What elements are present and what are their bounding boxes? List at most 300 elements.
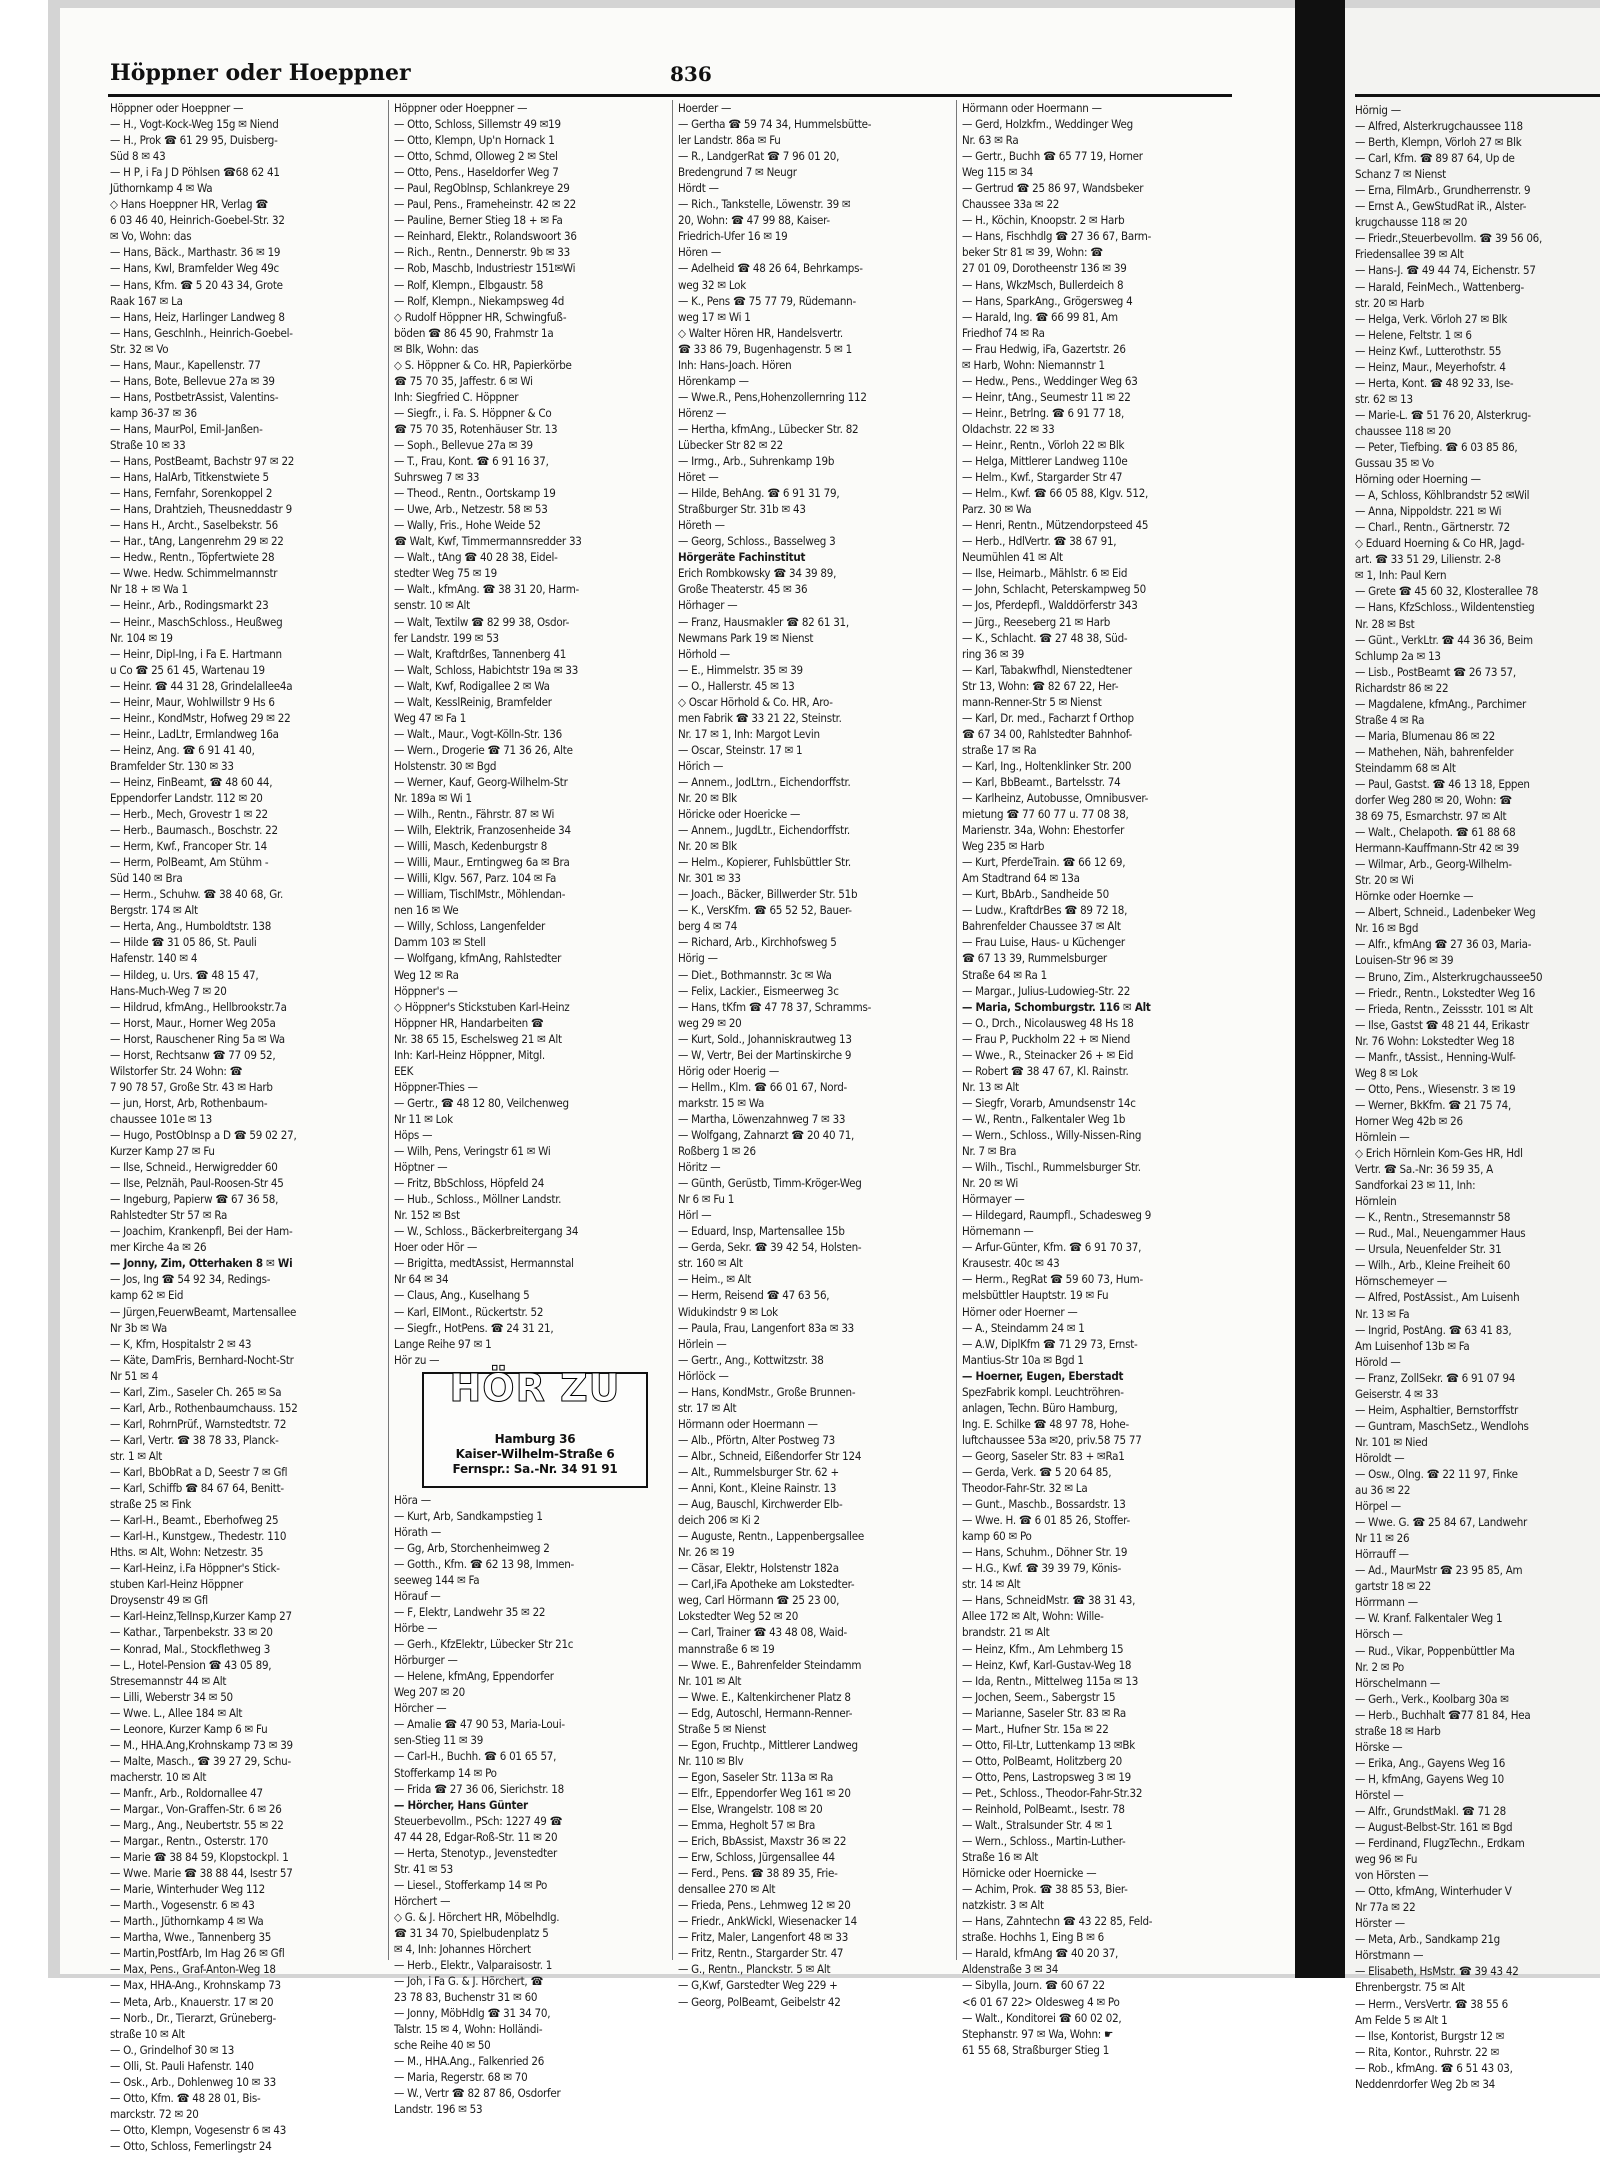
directory-entry-line: weg 29 ✉ 20 [678,1015,742,1030]
directory-entry-line: — Siegfr, Vorarb, Amundsenstr 14c [962,1095,1136,1110]
directory-entry-line: — Aug, Bauschl, Kirchwerder Elb- [678,1497,843,1512]
directory-entry-line: Allee 172 ✉ Alt, Wohn: Wille- [962,1609,1104,1624]
directory-entry-line: — Wwe.R., Pens,Hohenzollernring 112 [678,389,867,404]
column-divider [388,100,389,1960]
directory-entry-line: — Annem., JugdLtr., Eichendorffstr. [678,823,850,838]
directory-entry-line: straße 17 ✉ Ra [962,742,1037,757]
directory-entry-line: — Ingrid, PostAng. ☎ 63 41 83, [1355,1322,1512,1337]
directory-entry-line: — Gerd, Holzkfm., Weddinger Weg [962,117,1133,132]
directory-entry-line: — Marie, Winterhuder Weg 112 [110,1882,265,1897]
directory-entry-line: Am Luisenhof 13b ✉ Fa [1355,1338,1470,1353]
directory-entry-line: Inh: Karl-Heinz Höppner, Mitgl. [394,1047,545,1062]
directory-entry-line: — Wern., Drogerie ☎ 71 36 26, Alte [394,742,573,757]
directory-entry-line: Hörschelmann — [1355,1675,1440,1690]
ad-phone-line: Fernspr.: Sa.-Nr. 34 91 91 [452,1461,618,1476]
directory-entry-line: — Heinr., Arb., Rodingsmarkt 23 [110,598,269,613]
directory-entry-line: Nr 64 ✉ 34 [394,1272,449,1287]
directory-entry-line: fer Landstr. 199 ✉ 53 [394,630,499,645]
directory-entry-line: Schanz 7 ✉ Nienst [1355,167,1446,182]
directory-entry-line: — Henri, Rentn., Mützendorpsteed 45 [962,518,1149,533]
directory-entry-line: — Hilde, BehAng. ☎ 6 91 31 79, [678,486,840,501]
directory-entry-line: — Walt., kfmAng. ☎ 38 31 20, Harm- [394,582,580,597]
directory-entry-line: — Erw, Schloss, Jürgensallee 44 [678,1850,835,1865]
directory-entry-line: natzkistr. 3 ✉ Alt [962,1898,1044,1913]
column-2 [394,100,666,2117]
directory-entry-line: — Heinz, Maur., Meyerhofstr. 4 [1355,359,1506,374]
directory-entry-line: — Hans, PostbetrAssist, Valentins- [110,389,279,404]
directory-entry-line: — Wern., Schloss., Martin-Luther- [962,1834,1126,1849]
directory-entry-line: — Rolf, Klempn., Elbgaustr. 58 [394,277,544,292]
directory-entry-line: weg 17 ✉ Wi 1 [678,309,751,324]
directory-entry-line: — Emma, Hegholt 57 ✉ Bra [678,1818,816,1833]
directory-entry-line: — Osk., Arb., Dohlenweg 10 ✉ 33 [110,2074,276,2089]
directory-entry-line: — Carl, Trainer ☎ 43 48 08, Waid- [678,1625,848,1640]
directory-entry-line: — G,Kwf, Garstedter Weg 229 + [678,1978,838,1993]
directory-entry-line: Hoer oder Hör — [394,1240,478,1255]
directory-entry-line: — Karl, BbBeamt., Bartelsstr. 74 [962,774,1121,789]
directory-entry-line: — Wilmar, Arb., Georg-Wilhelm- [1355,857,1512,872]
directory-entry-line: Nr. 13 ✉ Alt [962,1079,1019,1094]
directory-entry-line: Bramfelder Str. 130 ✉ 33 [110,758,234,773]
directory-entry-line: — Ursula, Neuenfelder Str. 31 [1355,1242,1502,1257]
directory-entry-line: — Auguste, Rentn., Lappenbergsallee [678,1529,865,1544]
directory-entry-line: — Jürgen,FeuerwBeamt, Martensallee [110,1304,297,1319]
directory-entry-line: Straße 10 ✉ 33 [110,437,186,452]
directory-entry-line: Inh: Siegfried C. Höppner [394,389,519,404]
directory-entry-line: Nr 51 ✉ 4 [110,1368,159,1383]
directory-entry-line: — Heinz Kwf., Lutterothstr. 55 [1355,343,1502,358]
directory-entry-line: Hörlöck — [678,1368,729,1383]
directory-entry-line: ◇ Eduard Hoerning & Co HR, Jagd- [1355,536,1525,551]
directory-entry-line: — Edg, Autoschl, Hermann-Renner- [678,1705,853,1720]
directory-entry-line: — Hoerner, Eugen, Eberstadt [962,1368,1124,1383]
ad-city-line: Hamburg 36 [494,1431,576,1446]
directory-entry-line: — A, Schloss, Köhlbrandstr 52 ✉Wil [1355,488,1530,503]
directory-entry-line: — Paul, RegOblnsp, Schlankreye 29 [394,181,570,196]
directory-entry-line: str. 62 ✉ 13 [1355,391,1413,406]
directory-entry-line: — O., Drch., Nicolausweg 48 Hs 18 [962,1015,1134,1030]
directory-entry-line: Hörrmann — [1355,1595,1418,1610]
directory-entry-line: ☎ 75 70 35, Rotenhäuser Str. 13 [394,421,558,436]
directory-entry-line: — Robert ☎ 38 47 67, Kl. Rainstr. [962,1063,1129,1078]
directory-entry-line: luftchaussee 53a ✉20, priv.58 75 77 [962,1432,1142,1447]
directory-entry-line: — Hans, KondMstr., Große Brunnen- [678,1384,856,1399]
directory-entry-line: Hörner oder Hoerner — [962,1304,1078,1319]
directory-entry-line: — Walt., Chelapoth. ☎ 61 88 68 [1355,825,1516,840]
directory-entry-line: — Herb., Buchhalt ☎77 81 84, Hea [1355,1707,1531,1722]
directory-entry-line: Nr. 301 ✉ 33 [678,871,741,886]
directory-entry-line: Sandforkai 23 ✉ 11, Inh: [1355,1178,1476,1193]
directory-entry-line: ◇ Walter Hören HR, Handelsvertr. [678,325,843,340]
directory-entry-line: ✉ 4, Inh: Johannes Hörchert [394,1942,531,1957]
directory-entry-line: — Karl-Heinz, i.Fa Höppner's Stick- [110,1561,280,1576]
directory-entry-line: — Wwe. Hedw. Schimmelmannstr [110,566,278,581]
directory-entry-line: gartstr 18 ✉ 22 [1355,1579,1432,1594]
directory-entry-line: — Uwe, Arb., Netzestr. 58 ✉ 53 [394,502,548,517]
directory-entry-line: — Wwe. Marie ☎ 38 88 44, Isestr 57 [110,1866,293,1881]
directory-entry-line: Nr. 104 ✉ 19 [110,630,173,645]
directory-entry-line: Hörsch — [1355,1627,1403,1642]
directory-entry-line: — Heinr, Dipl-Ing, i Fa E. Hartmann [110,646,282,661]
directory-entry-line: senstr. 10 ✉ Alt [394,598,470,613]
directory-entry-line: Höppner-Thies — [394,1079,478,1094]
directory-entry-line: — Otto, Schloss, Sillemstr 49 ✉19 [394,117,561,132]
directory-entry-line: — Frau Luise, Haus- u Küchenger [962,935,1125,950]
directory-entry-line: Weg 8 ✉ Lok [1355,1065,1418,1080]
directory-entry-line: — Hans-J. ☎ 49 44 74, Eichenstr. 57 [1355,263,1536,278]
directory-entry-line: — Herb., HdlVertr. ☎ 38 67 91, [962,534,1117,549]
directory-entry-line: — Hans, MaurPol, Emil-Janßen- [110,421,263,436]
directory-entry-line: — Fritz, Rentn., Stargarder Str. 47 [678,1946,844,1961]
directory-entry-line: — Gerh., Verk., Koolbarg 30a ✉ [1355,1691,1509,1706]
directory-entry-line: — Hugo, PostObInsp a D ☎ 59 02 27, [110,1128,297,1142]
directory-entry-line: — Alt., Rummelsburger Str. 62 + [678,1464,839,1479]
directory-entry-line: — Guntram, MaschSetz., Wendlohs [1355,1418,1529,1433]
directory-entry-line: — Otto, Klempn, Vogesenstr 6 ✉ 43 [110,2122,287,2137]
directory-entry-line: Friedensallee 39 ✉ Alt [1355,247,1464,262]
directory-entry-line: Höret — [678,470,719,485]
directory-entry-line: — Eduard, Insp, Martensallee 15b [678,1224,845,1239]
directory-entry-line: — Georg, PolBeamt, Geibelstr 42 [678,1994,841,2009]
directory-entry-line: — Max, Pens., Graf-Anton-Weg 18 [110,1962,276,1977]
directory-entry-line: Hörmayer — [962,1192,1025,1207]
directory-entry-line: Straßburger Str. 31b ✉ 43 [678,502,806,517]
directory-entry-line: Große Theaterstr. 45 ✉ 36 [678,582,808,597]
directory-entry-line: — Jürg., Reeseberg 21 ✉ Harb [962,614,1111,629]
directory-entry-line: Talstr. 15 ✉ 4, Wohn: Holländi- [394,2022,543,2037]
directory-entry-line: Friedhof 74 ✉ Ra [962,325,1045,340]
directory-entry-line: — Wwe. E., Kaltenkirchener Platz 8 [678,1689,851,1704]
directory-entry-line: Nr 11 ✉ 26 [1355,1531,1410,1546]
directory-entry-line: — Hörcher, Hans Günter [394,1797,528,1812]
directory-entry-line: — Rich., Rentn., Dennerstr. 9b ✉ 33 [394,245,570,260]
directory-entry-line: — Wilh., Rentn., Fährstr. 87 ✉ Wi [394,807,555,822]
directory-entry-line: — Osw., Olng. ☎ 22 11 97, Finke [1355,1466,1518,1481]
directory-entry-line: — H, kfmAng, Gayens Weg 10 [1355,1771,1504,1786]
directory-entry-line: — Pet., Schloss., Theodor-Fahr-Str.32 [962,1785,1143,1800]
directory-entry-line: ✉ Vo, Wohn: das [110,229,192,244]
directory-entry-line: — Marianne, Saseler Str. 83 ✉ Ra [962,1705,1126,1720]
directory-entry-line: — Paul, Gastst. ☎ 46 13 18, Eppen [1355,776,1530,791]
directory-entry-line: — Herta, Kont. ☎ 48 92 33, Ise- [1355,375,1514,390]
directory-entry-line: — Wilh, Pens, Veringstr 61 ✉ Wi [394,1144,551,1159]
directory-entry-line: — Helene, kfmAng, Eppendorfer [394,1669,554,1684]
directory-entry-line: — Paul, Pens., Frameheinstr. 42 ✉ 22 [394,197,576,212]
directory-entry-line: Theodor-Fahr-Str. 32 ✉ La [962,1481,1088,1496]
directory-entry-line: — Herta, Stenotyp., Jevenstedter [394,1845,557,1860]
directory-entry-line: Louisen-Str 96 ✉ 39 [1355,953,1454,968]
directory-entry-line: — Hans, Heiz, Harlinger Landweg 8 [110,309,285,324]
directory-entry-line: — Margar., Von-Graffen-Str. 6 ✉ 26 [110,1801,282,1816]
directory-entry-line: — Hans, Zahntechn ☎ 43 22 85, Feld- [962,1914,1153,1929]
directory-entry-line: — Otto, Klempn, Up'n Hornack 1 [394,133,555,148]
directory-entry-line: chaussee 101e ✉ 13 [110,1111,212,1126]
directory-entry-line: Droysenstr 49 ✉ Gfl [110,1593,208,1608]
directory-entry-line: kamp 60 ✉ Po [962,1529,1032,1544]
directory-entry-line: — Walt, Schloss, Habichtstr 19a ✉ 33 [394,662,579,677]
directory-entry-line: — Hub., Schloss., Möllner Landstr. [394,1192,562,1207]
directory-entry-line: — Wally, Fris., Hohe Weide 52 [394,518,541,533]
directory-entry-line: — Heinr, Maur, Wohlwillstr 9 Hs 6 [110,694,275,709]
directory-entry-line: ◇ Hans Hoeppner HR, Verlag ☎ [110,197,268,212]
directory-entry-line: — Leonore, Kurzer Kamp 6 ✉ Fu [110,1721,268,1736]
directory-entry-line: mann-Renner-Str 5 ✉ Nienst [962,694,1102,709]
directory-entry-line: Süd 8 ✉ 43 [110,149,166,164]
directory-entry-line: — K., Schlacht. ☎ 27 48 38, Süd- [962,630,1128,645]
directory-entry-line: Steuerbevollm., PSch: 1227 49 ☎ [394,1813,563,1828]
directory-entry-line: Süd 140 ✉ Bra [110,871,183,886]
directory-entry-line: — Ilse, Heimarb., Mählstr. 6 ✉ Eid [962,566,1128,581]
directory-entry-line: str. 160 ✉ Alt [678,1256,743,1271]
directory-entry-line: — Ilse, Schneid., Herwigredder 60 [110,1160,278,1175]
directory-entry-line: — H., Köchin, Knoopstr. 2 ✉ Harb [962,213,1125,228]
directory-entry-line: Lübecker Str 82 ✉ 22 [678,437,783,452]
directory-entry-line: Weg 47 ✉ Fa 1 [394,710,467,725]
directory-entry-line: Nr. 28 ✉ Bst [1355,616,1415,631]
directory-entry-line: weg, Carl Hörmann ☎ 25 23 00, [678,1593,840,1608]
directory-entry-line: Lokstedter Weg 52 ✉ 20 [678,1609,799,1624]
directory-entry-line: — Gerda, Verk. ☎ 5 20 64 85, [962,1464,1112,1479]
directory-entry-line: — R., LandgerRat ☎ 7 96 01 20, [678,149,840,164]
directory-entry-line: ☎ Walt, Kwf, Timmermannsredder 33 [394,534,582,549]
directory-entry-line: — Heinr., Betrlng. ☎ 6 91 77 18, [962,405,1124,420]
directory-entry-line: — Walt., Maur., Vogt-Kölln-Str. 136 [394,726,562,741]
directory-entry-line: Hörnemann — [962,1224,1034,1239]
directory-entry-line: — Jos, Ing ☎ 54 92 34, Redings- [110,1272,271,1287]
directory-entry-line: Holstenstr. 30 ✉ Bgd [394,758,497,773]
directory-entry-line: — Helene, Feltstr. 1 ✉ 6 [1355,327,1472,342]
directory-entry-line: ◇ Rudolf Höppner HR, Schwingfuß- [394,309,567,324]
directory-entry-line: — Paula, Frau, Langenfort 83a ✉ 33 [678,1320,854,1335]
directory-entry-line: Nr 6 ✉ Fu 1 [678,1192,735,1207]
directory-entry-line: — Marie-L. ☎ 51 76 20, Alsterkrug- [1355,407,1531,422]
directory-entry-line: — Otto, Fil-Ltr, Luttenkamp 13 ✉Bk [962,1737,1135,1752]
directory-entry-line: Höppner's — [394,983,458,998]
directory-entry-line: — Hans, Fernfahr, Sorenkoppel 2 [110,486,273,501]
directory-entry-line: mer Kirche 4a ✉ 26 [110,1240,207,1255]
header-rule [108,94,1232,97]
directory-entry-line: — Ida, Rentn., Mittelweg 115a ✉ 13 [962,1673,1139,1688]
directory-entry-line: — H P, i Fa J D Pöhlsen ☎68 62 41 [110,165,280,180]
directory-entry-line: — Herm, PolBeamt, Am Stühm - [110,855,269,870]
directory-entry-line: mietung ☎ 77 60 77 u. 77 08 38, [962,807,1129,822]
directory-entry-line: — Otto, kfmAng, Winterhuder V [1355,1884,1512,1899]
directory-entry-line: — Herm., Schuhw. ☎ 38 40 68, Gr. [110,887,283,902]
directory-entry-line: — Cäsar, Elektr, Holstenstr 182a [678,1561,839,1576]
directory-entry-line: — Egon, Fruchtp., Mittlerer Landweg [678,1737,858,1752]
directory-entry-line: — Heinr., MaschSchloss., Heußweg [110,614,283,629]
directory-entry-line: — K., Rentn., Stresemannstr 58 [1355,1210,1511,1225]
directory-entry-line: — Ludw., KraftdrBes ☎ 89 72 18, [962,903,1128,918]
directory-entry-line: Aldenstraße 3 ✉ 34 [962,1962,1059,1977]
directory-entry-line: — Heinr. ☎ 44 31 28, Grindelallee4a [110,678,293,693]
directory-entry-line: — Manfr., tAssist., Henning-Wulf- [1355,1049,1516,1064]
directory-entry-line: Hörenkamp — [678,373,749,388]
directory-entry-line: — Heim, Asphaltier, Bernstorffstr [1355,1402,1519,1417]
directory-entry-line: — Alfr., kfmAng ☎ 27 36 03, Maria- [1355,937,1532,952]
directory-entry-line: — Margar., Rentn., Osterstr. 170 [110,1834,269,1849]
directory-entry-line: deich 206 ✉ Ki 2 [678,1513,760,1528]
directory-entry-line: Hörhager — [678,598,738,613]
directory-entry-line: — Irmg., Arb., Suhrenkamp 19b [678,454,835,469]
directory-entry-line: — Otto, Pens., Haseldorfer Weg 7 [394,165,559,180]
directory-entry-line: — K, Kfm, Hospitalstr 2 ✉ 43 [110,1336,252,1351]
directory-entry-line: — Norb., Dr., Tierarzt, Grüneberg- [110,2010,277,2025]
directory-entry-line: Hoerder — [678,101,732,115]
directory-entry-line: ◇ Oscar Hörhold & Co. HR, Aro- [678,694,833,709]
directory-entry-line: — Wwe. G. ☎ 25 84 67, Landwehr [1355,1515,1528,1530]
directory-entry-line: — Friedr., Rentn., Lokstedter Weg 16 [1355,985,1536,1000]
directory-entry-line: — Martha, Löwenzahnweg 7 ✉ 33 [678,1111,846,1126]
directory-entry-line: — Georg, Saseler Str. 83 + ✉Ra1 [962,1448,1125,1463]
directory-entry-line: Hörnke oder Hoernke — [1355,889,1474,904]
directory-entry-line: weg 32 ✉ Lok [678,277,746,292]
directory-entry-line: — Helm., Kopierer, Fuhlsbüttler Str. [678,855,851,870]
directory-entry-line: Bergstr. 174 ✉ Alt [110,903,198,918]
directory-entry-line: Gussau 35 ✉ Vo [1355,456,1434,471]
directory-entry-line: — Konrad, Mal., Stockflethweg 3 [110,1641,271,1656]
directory-entry-line: — Carl,iFa Apotheke am Lokstedter- [678,1577,855,1592]
directory-entry-line: — Horst, Rauschener Ring 5a ✉ Wa [110,1031,285,1046]
directory-entry-line: Hördt — [678,181,719,196]
directory-entry-line: Weg 207 ✉ 20 [394,1685,465,1700]
directory-entry-line: — Karlheinz, Autobusse, Omnibusver- [962,791,1149,806]
directory-entry-line: — Hans, Geschlnh., Heinrich-Goebel- [110,325,293,340]
directory-entry-line: Hörmann oder Hoermann — [962,101,1102,115]
directory-entry-line: Stephanstr. 97 ✉ Wa, Wohn: ☛ [962,2026,1114,2041]
directory-entry-line: — Karl, Schiffb ☎ 84 67 64, Benitt- [110,1481,284,1496]
directory-entry-line: — Harald, FeinMech., Wattenberg- [1355,279,1525,294]
directory-entry-line: ✉ 1, Inh: Paul Kern [1355,568,1447,583]
directory-entry-line: — Jonny, MöbHdlg ☎ 31 34 70, [394,2006,551,2021]
directory-entry-line: — Alfred, Alsterkrugchaussee 118 [1355,119,1523,134]
directory-entry-line: Bredengrund 7 ✉ Neugr [678,165,797,180]
directory-entry-line: — Gerh., KfzElektr, Lübecker Str 21c [394,1637,574,1652]
directory-entry-line: ring 36 ✉ 39 [962,646,1025,661]
directory-entry-line: — Wwe., R., Steinacker 26 + ✉ Eid [962,1047,1134,1062]
directory-entry-line: — W, Vertr, Bei der Martinskirche 9 [678,1047,852,1062]
directory-entry-line: — Achim, Prok. ☎ 38 85 53, Bier- [962,1882,1128,1897]
directory-entry-line: — Martha, Wwe., Tannenberg 35 [110,1930,272,1945]
directory-entry-line: — Walt., Konditorei ☎ 60 02 02, [962,2010,1122,2025]
directory-entry-line: — Gotth., Kfm. ☎ 62 13 98, Immen- [394,1556,574,1571]
directory-entry-line: — Willy, Schloss, Langenfelder [394,919,546,934]
directory-entry-line: Hans-Much-Weg 7 ✉ 20 [110,983,227,998]
directory-entry-line: Straße 4 ✉ Ra [1355,712,1425,727]
directory-entry-line: Weg 12 ✉ Ra [394,967,459,982]
directory-entry-line: — Hans, Bote, Bellevue 27a ✉ 39 [110,373,275,388]
directory-entry-line: — K., VersKfm. ☎ 65 52 52, Bauer- [678,903,852,918]
directory-entry-line: — Otto, Schmd, Olloweg 2 ✉ Stel [394,149,558,164]
directory-entry-line: — Otto, Schloss, Femerlingstr 24 [110,2138,272,2153]
directory-entry-line: — Max, HHA-Ang., Krohnskamp 73 [110,1978,281,1993]
directory-entry-line: — Helga, Mittlerer Landweg 110e [962,454,1128,469]
directory-entry-line: — Gunt., Maschb., Bossardstr. 13 [962,1497,1126,1512]
directory-entry-line: — Reinhard, Elektr., Rolandswoort 36 [394,229,577,244]
directory-entry-line: — Jochen, Seem., Sabergstr 15 [962,1689,1116,1704]
directory-entry-line: — Meta, Arb., Knauerstr. 17 ✉ 20 [110,1994,274,2009]
directory-entry-line: — W., Schloss., Bäckerbreitergang 34 [394,1224,579,1239]
directory-entry-line: — Carl, Kfm. ☎ 89 87 64, Up de [1355,151,1515,166]
directory-entry-line: — Soph., Bellevue 27a ✉ 39 [394,437,533,452]
directory-entry-line: Nr. 20 ✉ Wi [962,1176,1019,1191]
directory-entry-line: — Helm., Kwf., Stargarder Str 47 [962,470,1123,485]
directory-entry-line: Nr. 152 ✉ Bst [394,1208,460,1223]
directory-entry-line: — Hans, HalArb, Titkenstwiete 5 [110,470,269,485]
directory-entry-line: — Albert, Schneid., Ladenbeker Weg [1355,905,1536,920]
directory-entry-line: ler Landstr. 86a ✉ Fu [678,133,781,148]
directory-entry-line: — Hans, Schuhm., Döhner Str. 19 [962,1545,1128,1560]
directory-entry-line: Ing. E. Schilke ☎ 48 97 78, Hohe- [962,1416,1129,1431]
directory-entry-line: Nr. 76 Wohn: Lokstedter Weg 18 [1355,1033,1515,1048]
directory-entry-line: 20, Wohn: ☎ 47 99 88, Kaiser- [678,213,830,228]
directory-entry-line: — Friedr., AnkWickl, Wiesenacker 14 [678,1914,857,1929]
directory-entry-line: — Jonny, Zim, Otterhaken 8 ✉ Wi [110,1256,293,1271]
directory-entry-line: Höps — [394,1128,433,1142]
directory-entry-line: — Franz, Hausmakler ☎ 82 61 31, [678,614,849,629]
directory-entry-line: — Walt, KesslReinig, Bramfelder [394,694,552,709]
directory-entry-line: — Frieda, Rentn., Zeissstr. 101 ✉ Alt [1355,1001,1533,1016]
directory-entry-line: Am Felde 5 ✉ Alt 1 [1355,2012,1448,2027]
directory-entry-line: — Claus, Ang., Kuselhang 5 [394,1288,530,1303]
column-1 [110,100,382,2153]
column-divider [672,100,673,1960]
directory-entry-line: Hörcher — [394,1701,447,1716]
directory-entry-line: 7 90 78 57, Große Str. 43 ✉ Harb [110,1079,273,1094]
directory-entry-line: — Rich., Tankstelle, Löwenstr. 39 ✉ [678,197,851,212]
directory-entry-line: — Walt, Kraftdrßes, Tannenberg 41 [394,646,567,661]
directory-entry-line: Marienstr. 34a, Wohn: Ehestorfer [962,823,1125,838]
directory-entry-line: Nr. 20 ✉ Blk [678,839,737,854]
directory-entry-line: Nr 77a ✉ 22 [1355,1900,1416,1915]
directory-entry-line: melsbüttler Hauptstr. 19 ✉ Fu [962,1288,1109,1303]
directory-entry-line: ◇ Höppner's Stickstuben Karl-Heinz [394,999,570,1014]
directory-entry-line: Hörl — [678,1208,712,1223]
directory-entry-line: — Erika, Ang., Gayens Weg 16 [1355,1755,1506,1770]
directory-entry-line: — Franz, ZollSekr. ☎ 6 91 07 94 [1355,1370,1516,1385]
directory-entry-line: au 36 ✉ 22 [1355,1483,1411,1498]
directory-entry-line: stuben Karl-Heinz Höppner [110,1577,244,1592]
directory-entry-line: Hörenz — [678,405,727,420]
directory-entry-line: — Kurt, Sold., Johanniskrautweg 13 [678,1031,852,1046]
directory-entry-line: — Karl, Dr. med., Facharzt f Orthop [962,710,1134,725]
directory-entry-line: — Heinr., KondMstr, Hofweg 29 ✉ 22 [110,710,291,725]
ad-address-line: Kaiser-Wilhelm-Straße 6 [455,1446,615,1461]
directory-entry-line: — Charl., Rentn., Gärtnerstr. 72 [1355,520,1511,535]
directory-entry-line: — Elfr., Eppendorfer Weg 161 ✉ 20 [678,1785,851,1800]
directory-entry-line: — Albr., Schneid, Eißendorfer Str 124 [678,1448,862,1463]
directory-entry-line: Hermann-Kauffmann-Str 42 ✉ 39 [1355,841,1519,856]
directory-entry-line: Wilstorfer Str. 24 Wohn: ☎ [110,1063,243,1078]
directory-entry-line: — Anni, Kont., Kleine Rainstr. 13 [678,1481,837,1496]
directory-entry-line: — W., Vertr ☎ 82 87 86, Osdorfer [394,2086,561,2101]
directory-entry-line: — Werner, BkKfm. ☎ 21 75 74, [1355,1097,1512,1112]
directory-entry-line: markstr. 15 ✉ Wa [678,1095,765,1110]
directory-entry-line: — Gertr., Ang., Kottwitzstr. 38 [678,1352,824,1367]
directory-entry-line: Weg 115 ✉ 34 [962,165,1033,180]
directory-entry-line: — Wolfgang, Zahnarzt ☎ 20 40 71, [678,1128,855,1142]
directory-entry-line: — Willi, Masch, Kedenburgstr 8 [394,839,548,854]
directory-entry-line: — John, Schlacht, Peterskampweg 50 [962,582,1146,597]
directory-entry-line: Stresemannstr 44 ✉ Alt [110,1673,227,1688]
directory-entry-line: — Günt., VerkLtr. ☎ 44 36 36, Beim [1355,632,1533,647]
directory-entry-line: — Frida ☎ 27 36 06, Sierichstr. 18 [394,1781,564,1796]
directory-entry-line: — Rob., kfmAng. ☎ 6 51 43 03, [1355,2060,1513,2075]
directory-entry-line: — Otto, PolBeamt, Holitzberg 20 [962,1753,1122,1768]
directory-entry-line: — Hans, SparkAng., Grögersweg 4 [962,293,1133,308]
directory-entry-line: — Heinz, Kfm., Am Lehmberg 15 [962,1641,1124,1656]
directory-entry-line: Neumühlen 41 ✉ Alt [962,550,1063,565]
